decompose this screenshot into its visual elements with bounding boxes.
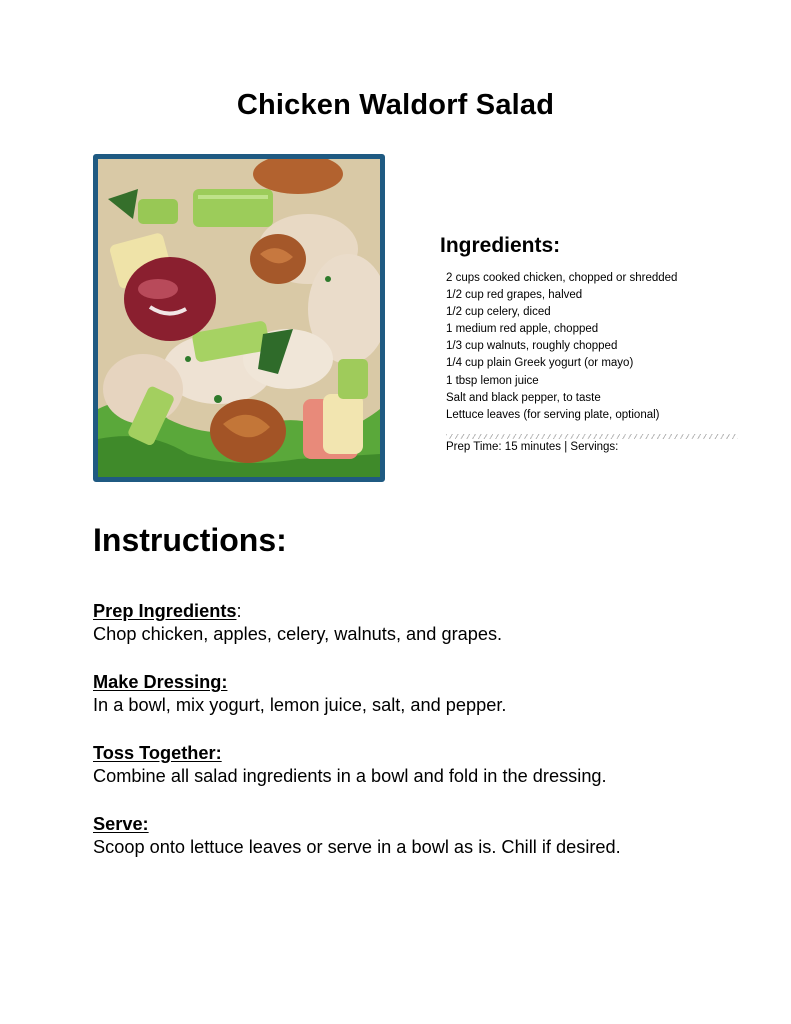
step-title: Serve: — [93, 814, 149, 834]
ingredient-item: Salt and black pepper, to taste — [446, 391, 601, 404]
ingredient-item: Lettuce leaves (for serving plate, optional) — [446, 408, 660, 421]
instructions-heading: Instructions: — [93, 522, 287, 558]
dotted-divider — [446, 434, 738, 439]
step-text: Chop chicken, apples, celery, walnuts, and grapes. — [93, 624, 503, 644]
step-make-dressing — [93, 671, 733, 717]
step-toss-together — [93, 742, 733, 788]
ingredient-item: 1/2 cup celery, diced — [446, 306, 551, 319]
ingredient-item: 1/2 cup red grapes, halved — [446, 289, 583, 302]
step-text: Combine all salad ingredients in a bowl and fold in the dressing. — [93, 766, 607, 786]
ingredient-item: 1/4 cup plain Greek yogurt (or mayo) — [446, 357, 634, 370]
step-title: Make Dressing: — [93, 672, 228, 692]
ingredients-section — [440, 234, 760, 453]
ingredient-item: 1 medium red apple, chopped — [446, 323, 599, 336]
ingredients-list — [440, 270, 760, 424]
step-serve — [93, 813, 733, 859]
step-text: In a bowl, mix yogurt, lemon juice, salt, and pepper. — [93, 695, 507, 715]
recipe-title: Chicken Waldorf Salad — [236, 89, 555, 122]
step-colon: : — [236, 601, 242, 621]
step-prep-ingredients — [93, 600, 733, 646]
instructions-steps — [93, 600, 733, 884]
prep-time-servings: Prep Time: 15 minutes | Servings: — [446, 440, 619, 453]
ingredient-item: 2 cups cooked chicken, chopped or shredded — [446, 272, 678, 284]
salad-photo — [93, 154, 385, 482]
ingredient-item: 1/3 cup walnuts, roughly chopped — [446, 340, 618, 353]
step-text: Scoop onto lettuce leaves or serve in a bowl as is. Chill if desired. — [93, 837, 621, 857]
ingredient-item: 1 tbsp lemon juice — [446, 374, 539, 387]
step-title: Toss Together: — [93, 743, 222, 763]
ingredients-heading: Ingredients: — [440, 234, 561, 257]
step-title: Prep Ingredients — [93, 601, 237, 621]
salad-image-icon — [98, 159, 380, 477]
